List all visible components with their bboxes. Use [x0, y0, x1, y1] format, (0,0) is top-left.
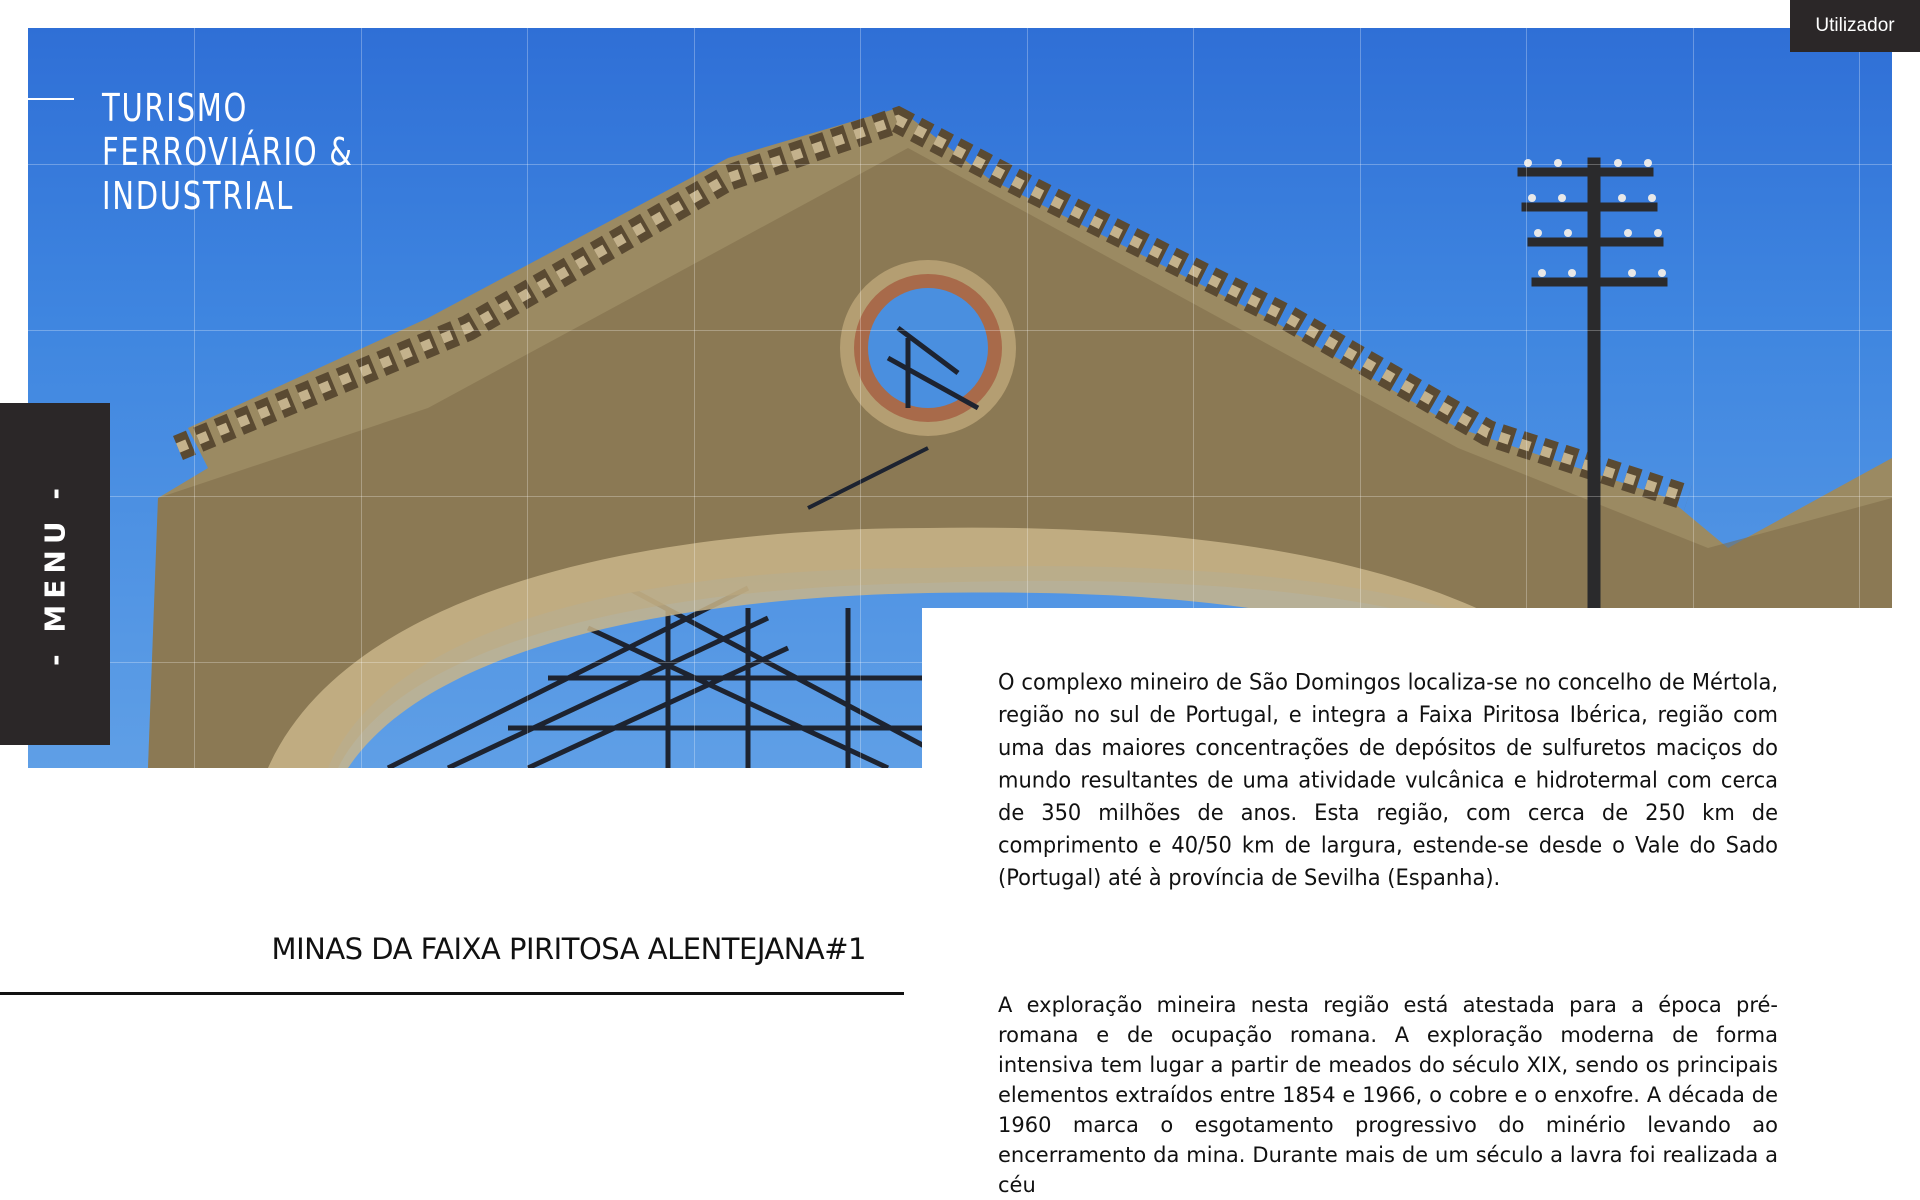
menu-tab[interactable]	[0, 403, 110, 745]
site-title[interactable]	[102, 86, 354, 218]
section-title: MINAS DA FAIXA PIRITOSA ALENTEJANA#1	[271, 932, 866, 966]
site-title-line: TURISMO	[102, 86, 249, 130]
user-button[interactable]: Utilizador	[1790, 0, 1920, 52]
body-paragraph: A exploração mineira nesta região está atestada para a época pré-romana e de ocupação romana. A exploração moderna de forma intensiva tem lugar a partir de meados do século XIX, sendo os principais elementos extraídos entre 1854 e 1966, o cobre e o enxofre. A década de 1960 marca o esgotamento progressivo do minério levando ao encerramento da mina. Durante mais de um século a lavra foi realizada a céu	[998, 993, 1778, 1197]
section-divider	[0, 992, 904, 995]
menu-label: - MENU -	[38, 482, 72, 666]
site-title-line: FERROVIÁRIO &	[102, 130, 354, 174]
title-rule	[28, 98, 74, 100]
site-title-line: INDUSTRIAL	[102, 174, 294, 218]
intro-paragraph: O complexo mineiro de São Domingos localiza-se no concelho de Mértola, região no sul de Portugal, e integra a Faixa Piritosa Ibérica, região com uma das maiores concentrações de depósitos de sulfuretos maciços do mundo resultantes de uma atividade vulcânica e hidrotermal com cerca de 350 milhões de anos. Esta região, com cerca de 250 km de comprimento e 40/50 km de largura, estende-se desde o Vale do Sado (Portugal) até à província de Sevilha (Espanha).	[998, 669, 1778, 891]
